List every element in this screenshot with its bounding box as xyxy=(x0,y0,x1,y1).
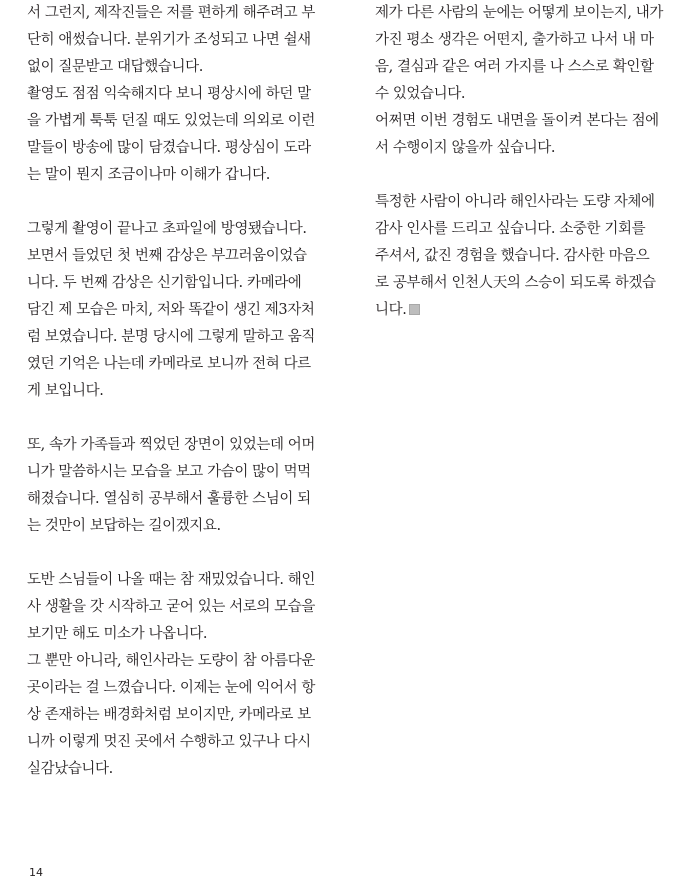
paragraph-practice: 어쩌면 이번 경험도 내면을 돌이켜 본다는 점에 서 수행이지 않을까 싶습니다. xyxy=(375,113,659,156)
left-column xyxy=(27,0,327,783)
paragraph-gratitude xyxy=(375,189,675,324)
paragraph-broadcast-viewing: 그렇게 촬영이 끝나고 초파일에 방영됐습니다. 보면서 들었던 첫 번째 감상은 부끄러움이었습 니다. 두 번째 감상은 신기함입니다. 카메라에 담긴 제 모습은 마치, 저와 똑같이 생긴 제3자처 럼 보였습니다. 분명 당시에 그렇게 말하고 움직 였던 기억은 나는데 카메라로 보니까 전혀 다르 게 보입니다. xyxy=(27,221,315,399)
paragraph-haeinsa-beauty: 그 뿐만 아니라, 해인사라는 도량이 참 아름다운 곳이라는 걸 느꼈습니다. 이제는 눈에 익어서 항 상 존재하는 배경화처럼 보이지만, 카메라로 보 니까 이렇게 멋진 곳에서 수행하고 있구나 다시 실감났습니다. xyxy=(27,653,315,777)
paragraph-film-crew: 서 그런지, 제작진들은 저를 편하게 해주려고 부 단히 애썼습니다. 분위기가 조성되고 나면 쉴새 없이 질문받고 대답했습니다. xyxy=(27,5,315,75)
paragraph-filming-familiar: 촬영도 점점 익숙해지다 보니 평상시에 하던 말 을 가볍게 툭툭 던질 때도 있었는데 의외로 이런 말들이 방송에 많이 담겼습니다. 평상심이 도라 는 말이 뭔지 조금이나마 이해가 갑니다. xyxy=(27,86,315,183)
paragraph-self-reflection: 제가 다른 사람의 눈에는 어떻게 보이는지, 내가 가진 평소 생각은 어떤지, 출가하고 나서 내 마 음, 결심과 같은 여러 가지를 나 스스로 확인할 수 있었습니다. xyxy=(375,5,663,102)
right-column xyxy=(375,0,675,324)
paragraph-fellow-monks: 도반 스님들이 나올 때는 참 재밌었습니다. 해인 사 생활을 갓 시작하고 굳어 있는 서로의 모습을 보기만 해도 미소가 나옵니다. xyxy=(27,572,315,642)
gratitude-text: 특정한 사람이 아니라 해인사라는 도량 자체에 감사 인사를 드리고 싶습니다. 소중한 기회를 주셔서, 값진 경험을 했습니다. 감사한 마음으 로 공부해서 인천人天의 스승이 되도록 하겠습 니다. xyxy=(375,194,656,318)
page-number: 14 xyxy=(29,866,43,879)
end-of-article-mark xyxy=(409,304,420,315)
paragraph-family-scene: 또, 속가 가족들과 찍었던 장면이 있었는데 어머 니가 말씀하시는 모습을 보고 가슴이 많이 먹먹 해졌습니다. 열심히 공부해서 훌륭한 스님이 되 는 것만이 보답하는 길이겠지요. xyxy=(27,437,315,534)
